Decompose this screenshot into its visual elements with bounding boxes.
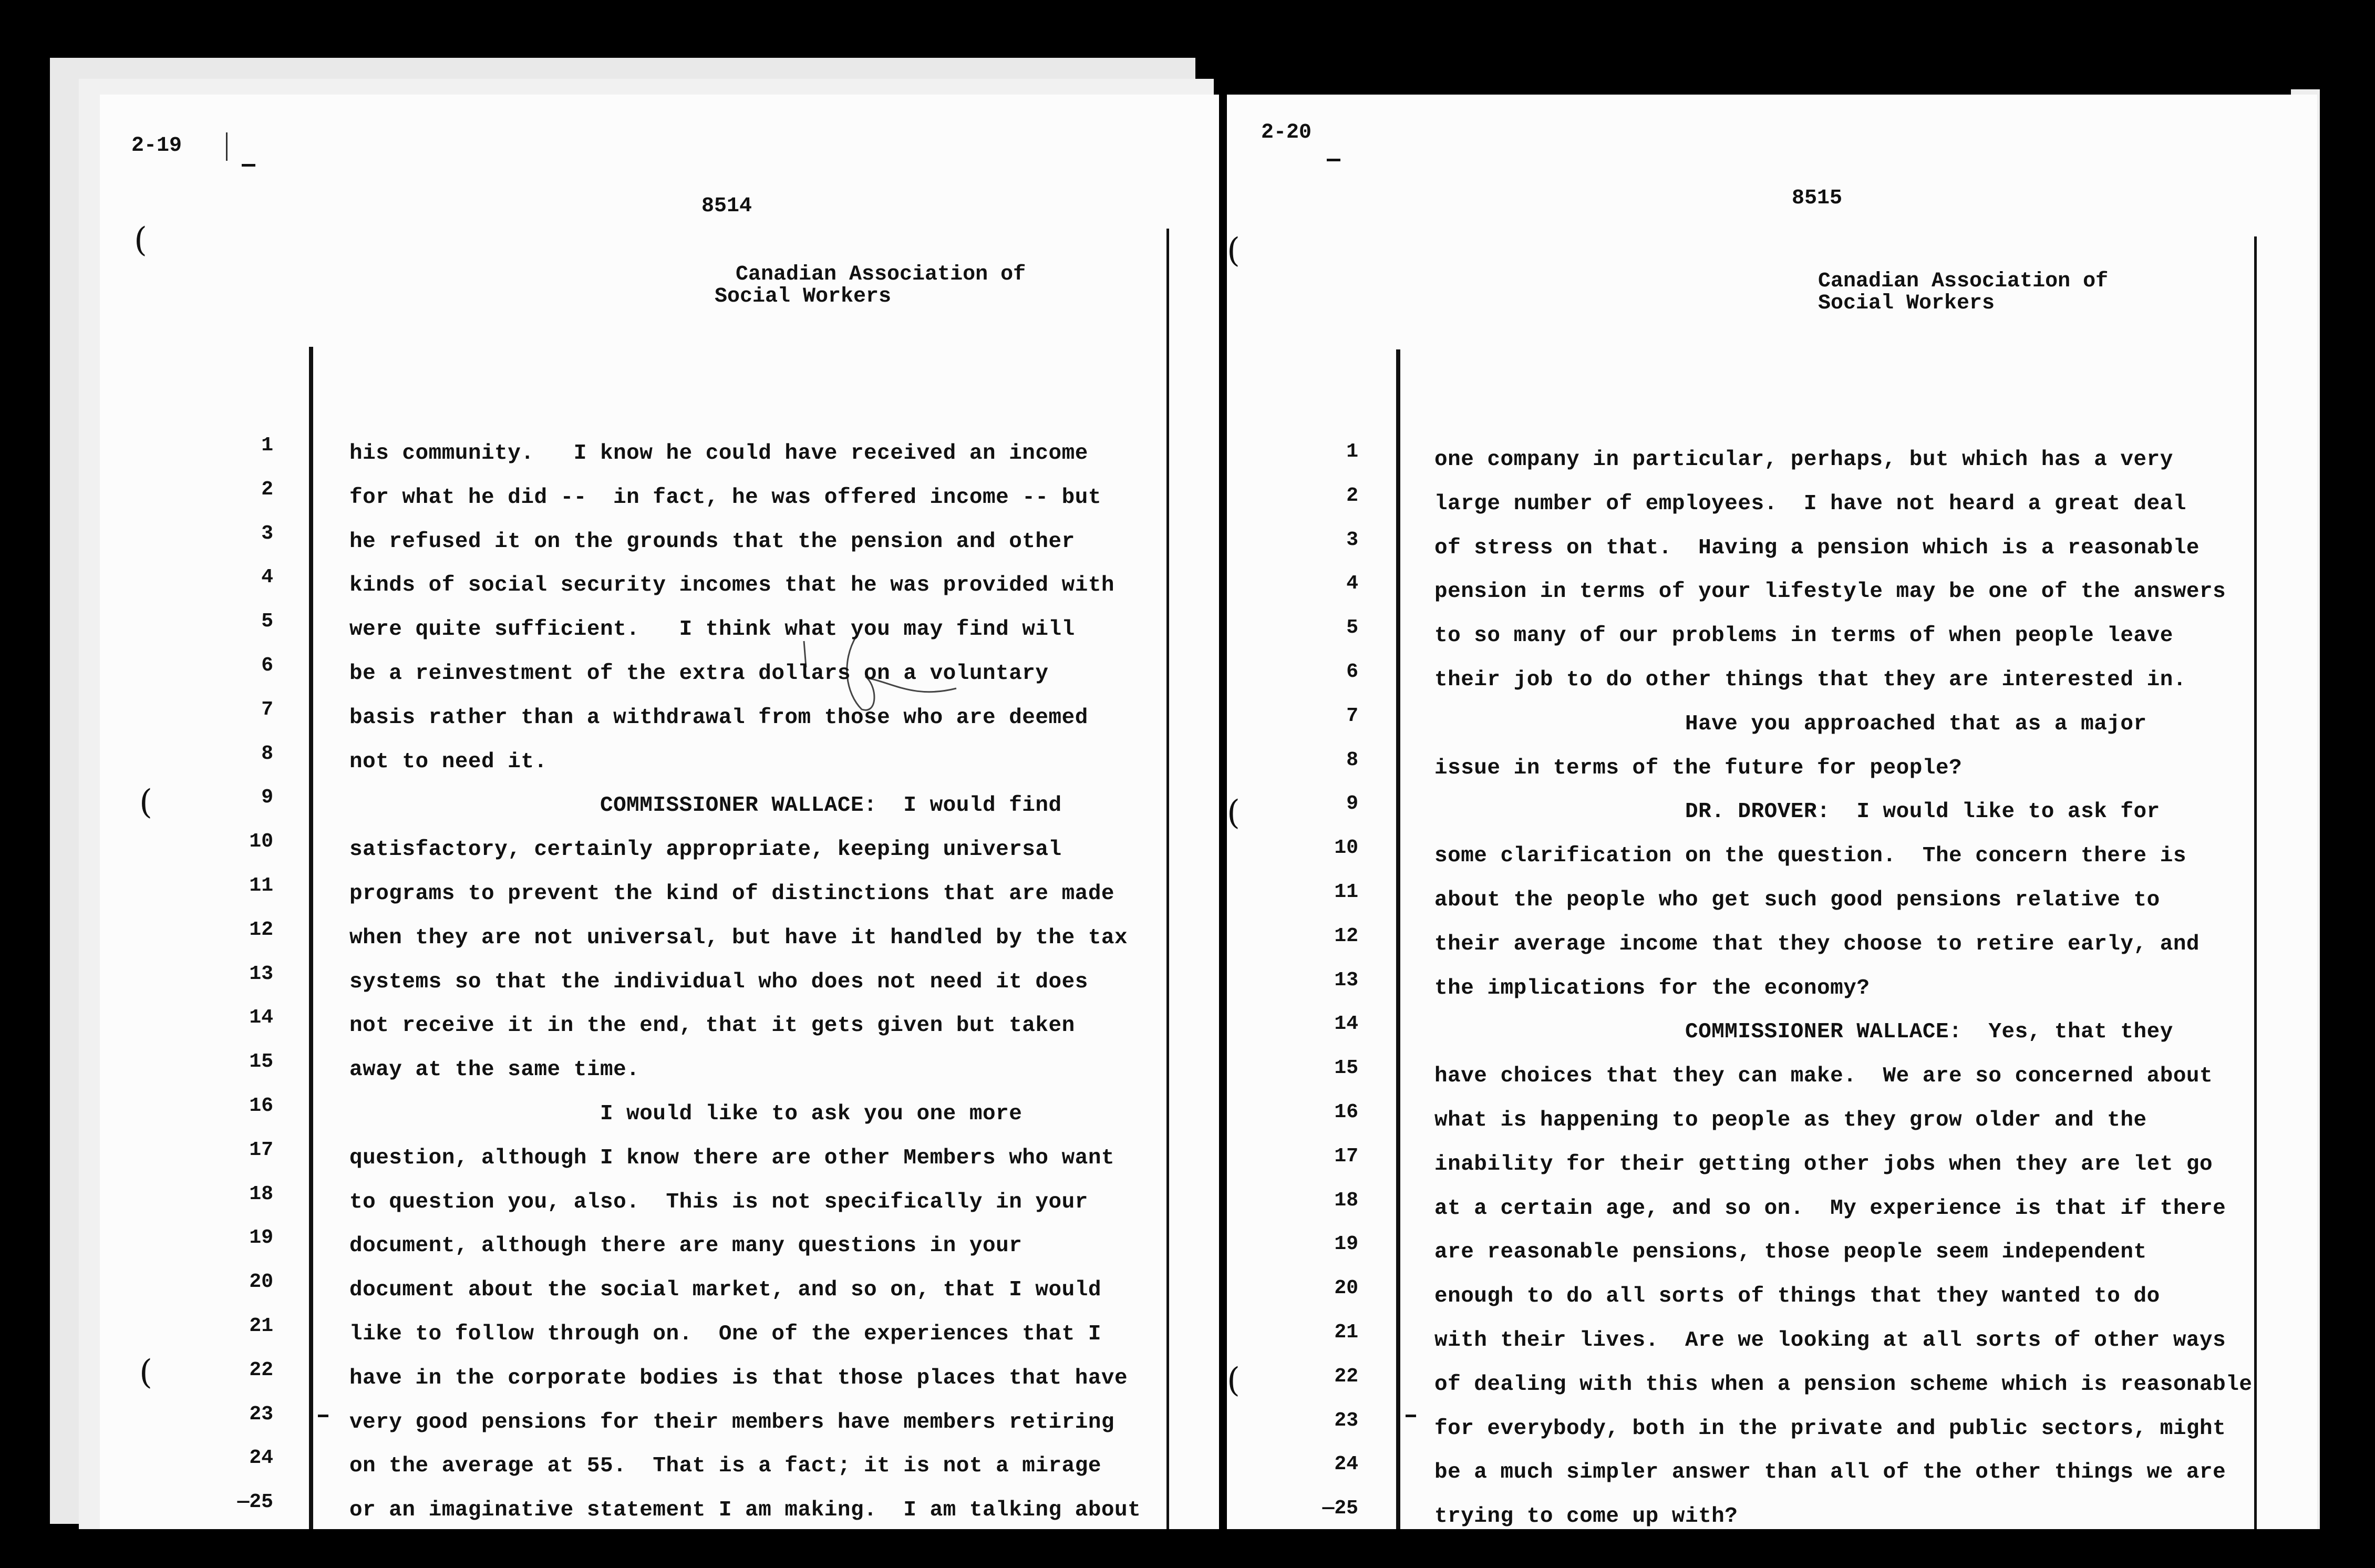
transcript-line: what is happening to people as they grow older and the xyxy=(1434,1108,2147,1132)
line-25-tick xyxy=(1406,1415,1416,1417)
line-number: 11 xyxy=(1334,881,1358,903)
margin-parenthesis-middle: ( xyxy=(139,783,152,822)
line-number: 6 xyxy=(261,654,273,677)
transcript-line: trying to come up with? xyxy=(1434,1504,1738,1529)
transcript-line: about the people who get such good pensions relative to xyxy=(1434,888,2160,912)
line-number: 9 xyxy=(261,786,273,809)
transcript-line: not receive it in the end, that it gets given but taken xyxy=(349,1014,1075,1038)
transcript-line: at a certain age, and so on. My experience is that if there xyxy=(1434,1196,2226,1221)
transcript-line: like to follow through on. One of the experiences that I xyxy=(349,1322,1101,1346)
left-margin-rule xyxy=(1396,349,1400,1529)
transcript-line: the implications for the economy? xyxy=(1434,976,1870,1000)
transcript-line: with their lives. Are we looking at all sorts of other ways xyxy=(1434,1328,2226,1353)
corner-tick xyxy=(242,164,255,167)
line-number: 19 xyxy=(249,1226,273,1250)
line-25-tick xyxy=(318,1415,328,1417)
line-number: 10 xyxy=(249,830,273,853)
transcript-line: DR. DROVER: I would like to ask for xyxy=(1434,800,2160,824)
transcript-line: Have you approached that as a major xyxy=(1434,711,2147,736)
corner-mark xyxy=(226,132,228,161)
header-line-2: Social Workers xyxy=(715,285,892,308)
transcript-line: document about the social market, and so on, that I would xyxy=(349,1278,1101,1303)
transcript-line: their job to do other things that they are interested in. xyxy=(1434,668,2186,692)
line-number: 18 xyxy=(1334,1189,1358,1212)
transcript-line: enough to do all sorts of things that they wanted to do xyxy=(1434,1284,2160,1309)
margin-parenthesis-top: ( xyxy=(134,221,147,260)
transcript-line: to so many of our problems in terms of when people leave xyxy=(1434,624,2173,648)
line-number: 3 xyxy=(261,522,273,545)
transcript-line: have choices that they can make. We are so concerned about xyxy=(1434,1064,2213,1089)
line-number: 21 xyxy=(1334,1321,1358,1344)
line-number: 14 xyxy=(1334,1013,1358,1036)
line-number: 5 xyxy=(1346,616,1358,639)
transcript-line: large number of employees. I have not heard a great deal xyxy=(1434,491,2186,516)
line-number: 7 xyxy=(261,698,273,721)
line-number: 12 xyxy=(249,918,273,941)
line-number: 4 xyxy=(1346,572,1358,595)
line-number: 15 xyxy=(249,1050,273,1074)
transcript-line: not to need it. xyxy=(349,749,548,774)
transcript-line: pension in terms of your lifestyle may be one of the answers xyxy=(1434,580,2226,604)
line-number: 10 xyxy=(1334,837,1358,860)
transcript-line: were quite sufficient. I think what you may find will xyxy=(349,617,1075,642)
transcript-line: COMMISSIONER WALLACE: Yes, that they xyxy=(1434,1020,2173,1045)
transcript-line: inability for their getting other jobs when they are let go xyxy=(1434,1152,2213,1177)
transcript-page-left xyxy=(100,95,1219,1529)
line-number: 17 xyxy=(1334,1144,1358,1168)
page-id: 2-20 xyxy=(1261,121,1312,145)
line-number: 7 xyxy=(1346,704,1358,727)
transcript-line: very good pensions for their members have members retiring xyxy=(349,1410,1115,1435)
line-number: 22 xyxy=(1334,1365,1358,1388)
line-number: 12 xyxy=(1334,924,1358,947)
line-number: 2 xyxy=(1346,484,1358,507)
line-number: 2 xyxy=(261,478,273,501)
transcript-line: his community. I know he could have received an income xyxy=(349,441,1088,466)
line-number: 9 xyxy=(1346,792,1358,816)
line-number: 23 xyxy=(1334,1409,1358,1432)
line-number: 20 xyxy=(249,1271,273,1294)
right-margin-rule xyxy=(2254,236,2257,1529)
transcript-line: I would like to ask you one more xyxy=(349,1102,1023,1126)
right-margin-rule xyxy=(1166,229,1169,1529)
header-line-1: Canadian Association of xyxy=(736,263,1026,286)
transcript-line: of dealing with this when a pension scheme which is reasonable xyxy=(1434,1372,2253,1397)
line-number: 6 xyxy=(1346,661,1358,683)
transcript-line: their average income that they choose to retire early, and xyxy=(1434,932,2200,956)
transcript-line: be a reinvestment of the extra dollars on a voluntary xyxy=(349,662,1049,686)
transcript-line: satisfactory, certainly appropriate, keeping universal xyxy=(349,838,1062,862)
transcript-line: document, although there are many questions in your xyxy=(349,1234,1023,1258)
transcript-line: be a much simpler answer than all of the other things we are xyxy=(1434,1460,2226,1485)
page-header xyxy=(1818,271,2108,315)
transcript-line: systems so that the individual who does not need it does xyxy=(349,969,1088,994)
header-line-1: Canadian Association of xyxy=(1818,270,2109,293)
line-number: 24 xyxy=(1334,1453,1358,1476)
transcript-line: when they are not universal, but have it handled by the tax xyxy=(349,925,1128,950)
line-number: 8 xyxy=(1346,748,1358,771)
line-number: —25 xyxy=(1322,1497,1358,1520)
margin-parenthesis-bottom: ( xyxy=(1227,1361,1240,1400)
transcript-line: one company in particular, perhaps, but which has a very xyxy=(1434,448,2173,472)
left-margin-rule xyxy=(309,347,313,1529)
line-number: 1 xyxy=(1346,440,1358,463)
transcript-line: question, although I know there are other Members who want xyxy=(349,1146,1115,1170)
transcript-line: issue in terms of the future for people? xyxy=(1434,756,1963,780)
page-number: 8514 xyxy=(701,194,752,218)
line-number: 17 xyxy=(249,1138,273,1161)
transcript-page-right xyxy=(1227,95,2317,1529)
line-number: 22 xyxy=(249,1358,273,1381)
line-number: 21 xyxy=(249,1315,273,1337)
line-number: 18 xyxy=(249,1182,273,1205)
page-id: 2-19 xyxy=(131,134,182,158)
line-number: 23 xyxy=(249,1402,273,1426)
transcript-line: or an imaginative statement I am making. I am talking about xyxy=(349,1498,1141,1523)
header-line-2: Social Workers xyxy=(1818,292,1995,315)
line-number: 16 xyxy=(249,1095,273,1117)
transcript-line: are reasonable pensions, those people seem independent xyxy=(1434,1240,2147,1265)
transcript-line: COMMISSIONER WALLACE: I would find xyxy=(349,793,1062,818)
line-number: 15 xyxy=(1334,1057,1358,1080)
line-number: 14 xyxy=(249,1006,273,1029)
line-number: —25 xyxy=(237,1491,273,1514)
line-number: 19 xyxy=(1334,1233,1358,1256)
line-number: 5 xyxy=(261,610,273,633)
corner-tick xyxy=(1327,159,1340,161)
transcript-line: for what he did -- in fact, he was offered income -- but xyxy=(349,485,1101,510)
margin-parenthesis-top: ( xyxy=(1227,231,1240,270)
line-number: 20 xyxy=(1334,1277,1358,1300)
transcript-line: away at the same time. xyxy=(349,1058,640,1082)
transcript-line: to question you, also. This is not specifically in your xyxy=(349,1190,1088,1214)
transcript-line: kinds of social security incomes that he was provided with xyxy=(349,573,1115,598)
transcript-line: of stress on that. Having a pension which is a reasonable xyxy=(1434,535,2200,560)
margin-parenthesis-bottom: ( xyxy=(139,1353,152,1392)
transcript-line: he refused it on the grounds that the pension and other xyxy=(349,529,1075,554)
transcript-line: some clarification on the question. The concern there is xyxy=(1434,844,2186,869)
transcript-line: basis rather than a withdrawal from those who are deemed xyxy=(349,705,1088,730)
line-number: 13 xyxy=(249,962,273,985)
transcript-line: on the average at 55. That is a fact; it is not a mirage xyxy=(349,1454,1101,1479)
transcript-line: for everybody, both in the private and public sectors, might xyxy=(1434,1416,2226,1441)
transcript-line: have in the corporate bodies is that those places that have xyxy=(349,1366,1128,1390)
line-number: 3 xyxy=(1346,528,1358,551)
line-number: 13 xyxy=(1334,968,1358,992)
margin-parenthesis-middle: ( xyxy=(1227,793,1240,832)
line-number: 16 xyxy=(1334,1101,1358,1123)
line-number: 11 xyxy=(249,874,273,897)
page-header xyxy=(715,263,1026,308)
page-number: 8515 xyxy=(1792,187,1843,210)
line-number: 4 xyxy=(261,566,273,589)
line-number: 1 xyxy=(261,434,273,457)
line-number: 8 xyxy=(261,742,273,765)
line-number: 24 xyxy=(249,1447,273,1470)
transcript-line: programs to prevent the kind of distinctions that are made xyxy=(349,882,1115,906)
